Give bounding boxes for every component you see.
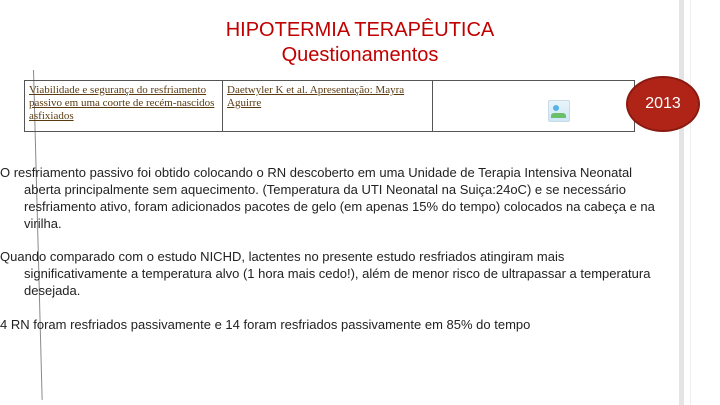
slide-title <box>150 18 570 68</box>
title-line-1: HIPOTERMIA TERAPÊUTICA <box>225 19 495 41</box>
right-decorative-bar <box>679 0 684 405</box>
right-decorative-line <box>690 0 691 405</box>
image-cell <box>433 81 635 132</box>
title-line-2: Questionamentos <box>281 44 439 66</box>
reference-table <box>24 80 635 132</box>
authors-link[interactable]: Daetwyler K et al. Apresentação: Mayra Aguirre <box>223 81 433 132</box>
study-title-link[interactable]: Viabilidade e segurança do resfriamento passivo em uma coorte de recém-nascidos asfixiados <box>25 81 223 132</box>
year-badge: 2013 <box>626 76 700 132</box>
reference-row <box>25 81 635 132</box>
paragraph-passive-cooling: O resfriamento passivo foi obtido colocando o RN descoberto em uma Unidade de Terapia Intensiva Neonatal aberta principalmente sem aquecimento. (Temperatura da UTI Neonatal na Suiça:24oC) e se necessário resfriamento ativo, foram adicionados pacotes de gelo (em apenas 15% do tempo) colocados na cabeça e na virilha. <box>0 165 655 231</box>
image-placeholder-icon <box>548 100 570 122</box>
paragraph-nichd-comparison: Quando comparado com o estudo NICHD, lactentes no presente estudo resfriados atingiram mais significativamente a temperatura alvo (1 hora mais cedo!), além de menor risco de ultrapassar a temperatura desejada. <box>0 249 651 298</box>
paragraph-counts: 4 RN foram resfriados passivamente e 14 foram resfriados passivamente em 85% do tempo <box>0 317 531 332</box>
